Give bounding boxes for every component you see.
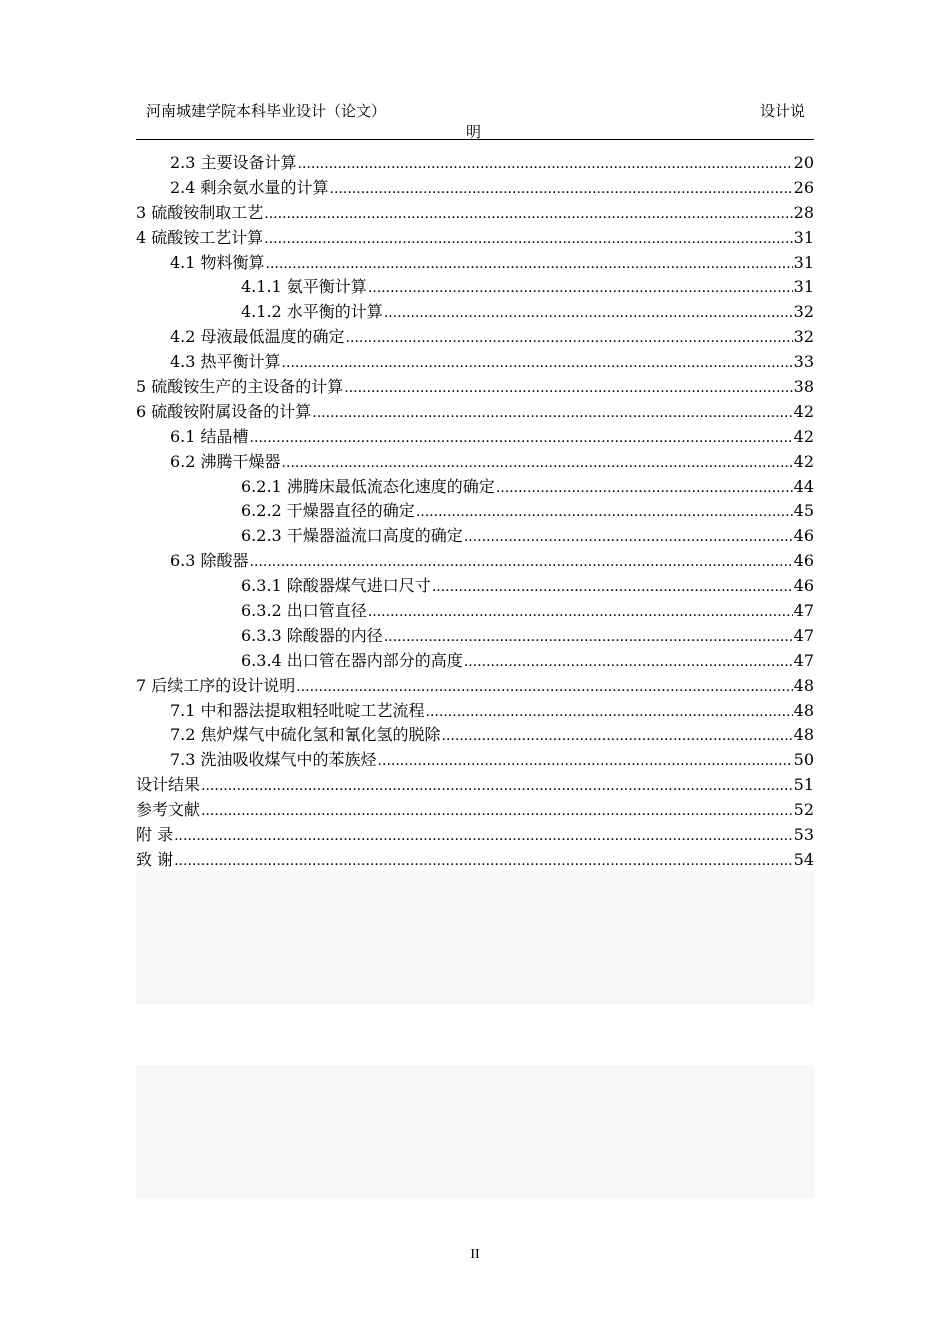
toc-leader-dots [432, 575, 793, 599]
toc-leader-dots [330, 177, 793, 201]
toc-entry-title: 4.1.2 水平衡的计算 [241, 302, 383, 322]
toc-leader-dots [266, 252, 793, 276]
toc-entry-page: 50 [793, 750, 814, 770]
toc-leader-dots [250, 550, 793, 574]
toc-entry-title: 6 硫酸铵附属设备的计算 [136, 401, 312, 421]
toc-leader-dots [464, 650, 793, 674]
toc-entry[interactable] [136, 425, 814, 450]
toc-entry-page: 46 [793, 551, 814, 571]
toc-leader-dots [368, 600, 793, 624]
toc-entry[interactable] [136, 151, 814, 176]
toc-entry-title: 6.3.2 出口管直径 [241, 601, 367, 621]
header-divider [136, 139, 814, 140]
toc-entry-title: 6.2.3 干燥器溢流口高度的确定 [241, 526, 463, 546]
toc-entry-page: 47 [793, 601, 814, 621]
toc-entry-title: 7 后续工序的设计说明 [136, 675, 296, 695]
toc-leader-dots [282, 351, 793, 375]
toc-entry-page: 42 [793, 451, 814, 471]
toc-entry[interactable] [136, 549, 814, 574]
toc-entry-title: 6.3.3 除酸器的内径 [241, 625, 383, 645]
toc-entry-title: 致 谢 [136, 849, 174, 869]
toc-entry-page: 38 [793, 377, 814, 397]
toc-entry-title: 2.3 主要设备计算 [170, 153, 297, 172]
toc-entry-page: 20 [793, 153, 814, 172]
toc-entry-title: 2.4 剩余氨水量的计算 [170, 177, 329, 197]
toc-entry-title: 4.3 热平衡计算 [170, 352, 281, 372]
toc-entry[interactable] [136, 848, 814, 873]
blank-shaded-area-1 [136, 871, 814, 1004]
toc-entry[interactable] [136, 748, 814, 773]
toc-entry-page: 54 [793, 849, 814, 869]
toc-entry-page: 44 [793, 476, 814, 496]
toc-entry[interactable] [136, 599, 814, 624]
toc-entry-page: 52 [793, 800, 814, 820]
toc-leader-dots [296, 675, 792, 699]
toc-entry-page: 31 [793, 277, 814, 297]
toc-entry-title: 设计结果 [136, 775, 201, 795]
toc-leader-dots [384, 625, 793, 649]
toc-entry-page: 48 [793, 675, 814, 695]
toc-entry-title: 4 硫酸铵工艺计算 [136, 227, 264, 247]
toc-leader-dots [250, 426, 793, 450]
toc-entry-page: 47 [793, 650, 814, 670]
page-number: II [470, 1247, 480, 1262]
toc-leader-dots [282, 451, 793, 475]
table-of-contents [136, 151, 814, 873]
toc-entry-title: 6.3.4 出口管在器内部分的高度 [241, 650, 463, 670]
toc-entry[interactable] [136, 375, 814, 400]
toc-entry-page: 48 [793, 725, 814, 745]
toc-entry-title: 4.1 物料衡算 [170, 252, 265, 272]
header-doc-type: 设计说 [759, 102, 805, 120]
toc-entry-title: 附 录 [136, 825, 174, 845]
toc-entry[interactable] [136, 325, 814, 350]
toc-entry-title: 5 硫酸铵生产的主设备的计算 [136, 377, 344, 397]
toc-entry-page: 31 [793, 252, 814, 272]
toc-leader-dots [174, 849, 793, 873]
toc-entry[interactable] [136, 823, 814, 848]
toc-leader-dots [312, 401, 792, 425]
toc-leader-dots [201, 774, 793, 798]
toc-leader-dots [464, 525, 793, 549]
toc-entry[interactable] [136, 176, 814, 201]
toc-entry-title: 3 硫酸铵制取工艺 [136, 202, 264, 222]
toc-entry-page: 53 [793, 825, 814, 845]
header-doc-type-wrap: 明 [466, 123, 482, 141]
toc-entry[interactable] [136, 723, 814, 748]
toc-entry-title: 7.1 中和器法提取粗轻吡啶工艺流程 [170, 700, 425, 720]
toc-entry-page: 31 [793, 227, 814, 247]
toc-entry-title: 6.2.1 沸腾床最低流态化速度的确定 [241, 476, 495, 496]
toc-leader-dots [201, 799, 793, 823]
toc-leader-dots [384, 301, 793, 325]
toc-leader-dots [174, 824, 793, 848]
toc-entry-title: 参考文献 [136, 800, 201, 820]
toc-entry[interactable] [136, 624, 814, 649]
toc-entry[interactable] [136, 475, 814, 500]
toc-entry-page: 42 [793, 426, 814, 446]
toc-entry[interactable] [136, 251, 814, 276]
toc-entry-title: 7.3 洗油吸收煤气中的苯族烃 [170, 750, 377, 770]
toc-entry-page: 45 [793, 501, 814, 521]
toc-entry[interactable] [136, 699, 814, 724]
toc-entry[interactable] [136, 450, 814, 475]
toc-entry[interactable] [136, 300, 814, 325]
toc-leader-dots [426, 700, 793, 724]
toc-entry-title: 6.1 结晶槽 [170, 426, 249, 446]
toc-entry-page: 46 [793, 526, 814, 546]
toc-leader-dots [298, 152, 793, 176]
toc-entry[interactable] [136, 201, 814, 226]
toc-leader-dots [368, 276, 793, 300]
toc-leader-dots [416, 500, 793, 524]
toc-leader-dots [378, 749, 793, 773]
toc-entry[interactable] [136, 773, 814, 798]
toc-leader-dots [264, 202, 792, 226]
toc-entry-title: 6.3 除酸器 [170, 551, 249, 571]
toc-leader-dots [264, 227, 792, 251]
toc-entry[interactable] [136, 574, 814, 599]
toc-leader-dots [344, 376, 792, 400]
toc-entry-title: 6.2 沸腾干燥器 [170, 451, 281, 471]
toc-entry-title: 6.3.1 除酸器煤气进口尺寸 [241, 576, 431, 596]
toc-leader-dots [346, 326, 793, 350]
toc-entry-page: 28 [793, 202, 814, 222]
toc-entry[interactable] [136, 524, 814, 549]
toc-entry[interactable] [136, 350, 814, 375]
toc-entry-title: 4.2 母液最低温度的确定 [170, 327, 345, 347]
toc-entry-page: 46 [793, 576, 814, 596]
toc-entry[interactable] [136, 674, 814, 699]
toc-entry[interactable] [136, 499, 814, 524]
toc-entry-page: 47 [793, 625, 814, 645]
toc-entry-page: 32 [793, 327, 814, 347]
toc-leader-dots [496, 476, 793, 500]
toc-entry[interactable] [136, 400, 814, 425]
toc-entry-page: 48 [793, 700, 814, 720]
toc-entry[interactable] [136, 275, 814, 300]
toc-entry[interactable] [136, 798, 814, 823]
blank-shaded-area-2 [136, 1065, 814, 1198]
toc-leader-dots [442, 724, 793, 748]
toc-entry-page: 26 [793, 177, 814, 197]
toc-entry-page: 33 [793, 352, 814, 372]
toc-entry[interactable] [136, 226, 814, 251]
toc-entry-page: 42 [793, 401, 814, 421]
toc-entry-title: 6.2.2 干燥器直径的确定 [241, 501, 415, 521]
header-institution-title: 河南城建学院本科毕业设计（论文） [146, 102, 387, 120]
toc-entry-page: 32 [793, 302, 814, 322]
toc-entry-title: 4.1.1 氨平衡计算 [241, 277, 367, 297]
toc-entry-page: 51 [793, 775, 814, 795]
toc-entry[interactable] [136, 649, 814, 674]
toc-entry-title: 7.2 焦炉煤气中硫化氢和氰化氢的脱除 [170, 725, 441, 745]
